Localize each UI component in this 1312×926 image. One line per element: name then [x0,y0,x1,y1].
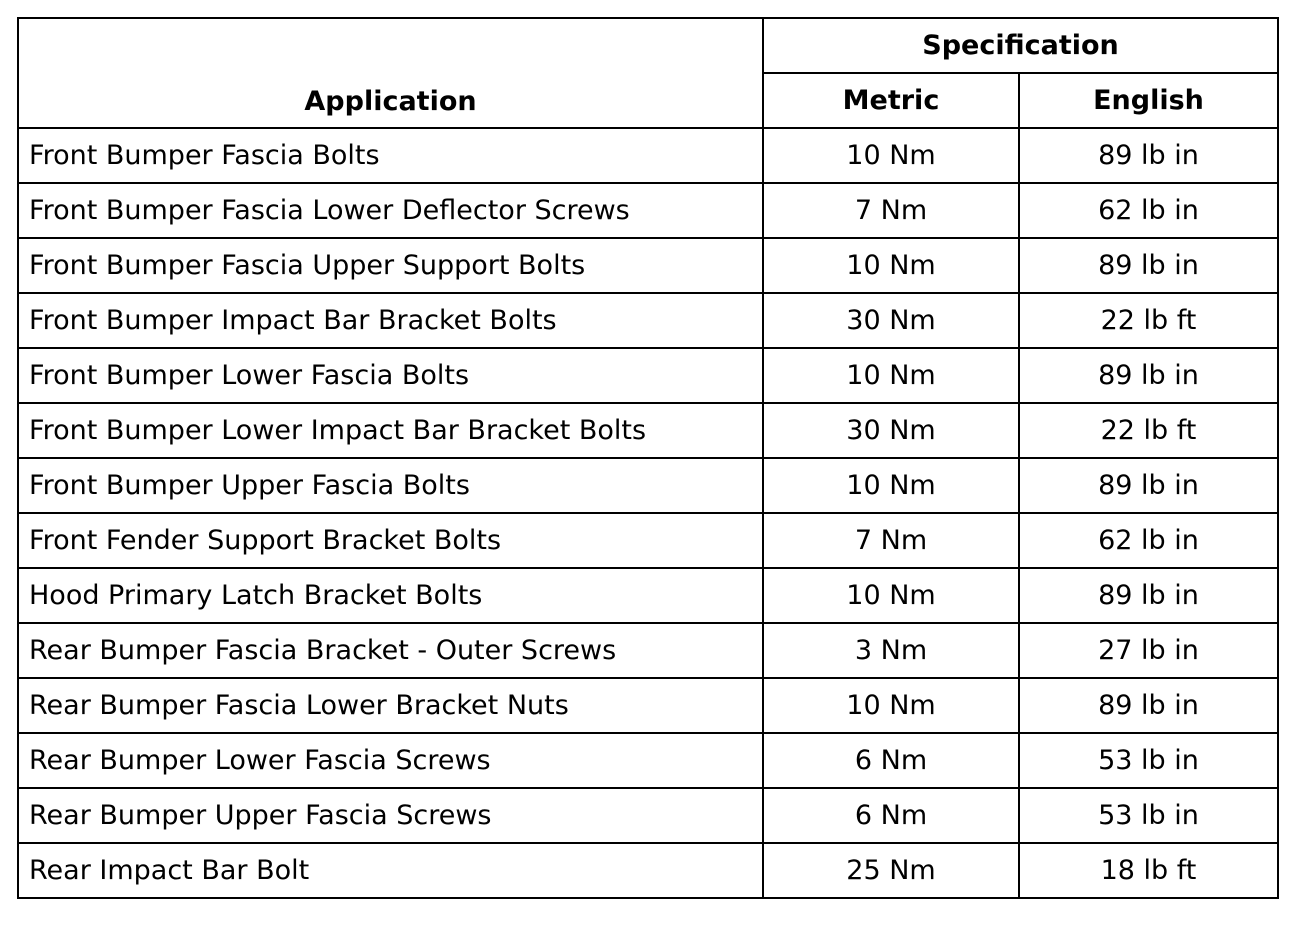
metric-cell: 30 Nm [763,293,1019,348]
application-cell: Rear Impact Bar Bolt [18,843,763,898]
english-cell: 27 lb in [1019,623,1278,678]
english-cell: 89 lb in [1019,678,1278,733]
application-cell: Front Bumper Impact Bar Bracket Bolts [18,293,763,348]
english-cell: 62 lb in [1019,183,1278,238]
english-cell: 22 lb ft [1019,293,1278,348]
application-cell: Rear Bumper Fascia Bracket - Outer Screws [18,623,763,678]
english-cell: 22 lb ft [1019,403,1278,458]
application-cell: Front Fender Support Bracket Bolts [18,513,763,568]
metric-cell: 10 Nm [763,458,1019,513]
metric-header: Metric [763,73,1019,128]
metric-cell: 10 Nm [763,568,1019,623]
metric-cell: 7 Nm [763,183,1019,238]
application-cell: Rear Bumper Lower Fascia Screws [18,733,763,788]
english-cell: 89 lb in [1019,238,1278,293]
metric-cell: 10 Nm [763,348,1019,403]
english-cell: 62 lb in [1019,513,1278,568]
english-cell: 53 lb in [1019,733,1278,788]
metric-cell: 25 Nm [763,843,1019,898]
english-cell: 89 lb in [1019,568,1278,623]
table-row [18,623,1278,678]
fastener-spec-table [17,17,1279,899]
metric-cell: 6 Nm [763,733,1019,788]
specification-header: Specification [763,18,1278,73]
english-cell: 53 lb in [1019,788,1278,843]
header-row-top [18,18,1278,73]
table-row [18,238,1278,293]
table-row [18,458,1278,513]
application-cell: Rear Bumper Fascia Lower Bracket Nuts [18,678,763,733]
application-cell: Rear Bumper Upper Fascia Screws [18,788,763,843]
table-row [18,128,1278,183]
application-cell: Front Bumper Fascia Lower Deflector Screws [18,183,763,238]
metric-cell: 7 Nm [763,513,1019,568]
english-cell: 89 lb in [1019,128,1278,183]
table-row [18,513,1278,568]
table-row [18,183,1278,238]
application-cell: Front Bumper Fascia Bolts [18,128,763,183]
metric-cell: 6 Nm [763,788,1019,843]
english-cell: 89 lb in [1019,348,1278,403]
english-header: English [1019,73,1278,128]
table-row [18,293,1278,348]
table-row [18,678,1278,733]
metric-cell: 10 Nm [763,238,1019,293]
application-cell: Front Bumper Lower Fascia Bolts [18,348,763,403]
table-row [18,348,1278,403]
english-cell: 18 lb ft [1019,843,1278,898]
metric-cell: 30 Nm [763,403,1019,458]
application-cell: Front Bumper Lower Impact Bar Bracket Bolts [18,403,763,458]
application-header: Application [18,18,763,128]
metric-cell: 3 Nm [763,623,1019,678]
table-body [18,128,1278,898]
application-cell: Front Bumper Upper Fascia Bolts [18,458,763,513]
table-row [18,788,1278,843]
application-cell: Hood Primary Latch Bracket Bolts [18,568,763,623]
table-row [18,733,1278,788]
table-header [18,18,1278,128]
table-row [18,568,1278,623]
metric-cell: 10 Nm [763,678,1019,733]
table-row [18,843,1278,898]
table-row [18,403,1278,458]
metric-cell: 10 Nm [763,128,1019,183]
english-cell: 89 lb in [1019,458,1278,513]
application-cell: Front Bumper Fascia Upper Support Bolts [18,238,763,293]
